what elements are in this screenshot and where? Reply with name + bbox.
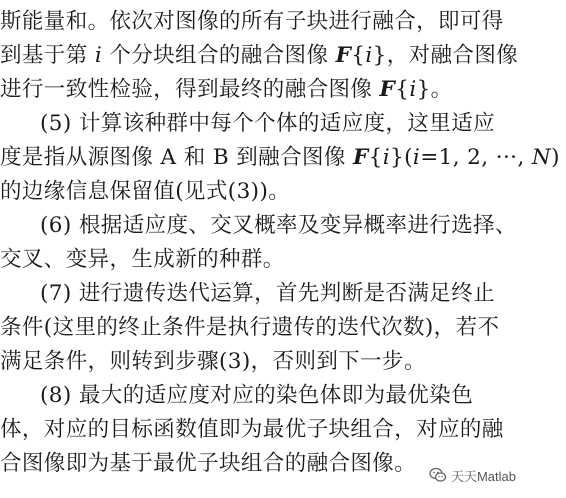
text-segment: (8) 最大的适应度对应的染色体即为最优染色 (40, 383, 474, 408)
text-line (0, 107, 566, 141)
text-segment: 满足条件，则转到步骤(3)，否则到下一步。 (0, 349, 426, 374)
watermark-text: 天天Matlab (450, 468, 516, 484)
text-line (0, 345, 526, 379)
text-segment: (5) 计算该种群中每个个体的适应度，这里适应 (40, 111, 495, 136)
watermark (429, 464, 516, 486)
text-line (0, 379, 566, 413)
text-segment: 进行一致性检验，得到最终的融合图像 (0, 77, 380, 102)
text-segment: i (94, 43, 103, 68)
text-segment: =1, 2, ···, (420, 145, 532, 170)
text-segment: }。 (416, 77, 453, 102)
text-segment: 度是指从源图像 A 和 B 到融合图像 (0, 145, 353, 170)
text-segment: (7) 进行遗传迭代运算，首先判断是否满足终止 (40, 281, 495, 306)
text-segment: i (365, 43, 373, 68)
text-segment: i (412, 145, 421, 170)
text-line (0, 243, 526, 277)
text-segment: 合图像即为基于最优子块组合的融合图像。 (0, 451, 417, 476)
text-line (0, 5, 526, 39)
text-segment: F (379, 77, 396, 102)
text-segment: 的边缘信息保留值(见式(3))。 (0, 179, 291, 204)
text-line (0, 209, 566, 243)
text-segment: { (351, 43, 366, 68)
text-segment: { (368, 145, 383, 170)
text-line (0, 277, 566, 311)
text-line (0, 413, 526, 447)
text-segment: 个分块组合的融合图像 (102, 43, 336, 68)
text-line (0, 39, 526, 73)
text-segment: 斯能量和。依次对图像的所有子块进行融合，即可得 (0, 9, 504, 34)
text-segment: 体，对应的目标函数值即为最优子块组合，对应的融 (0, 417, 504, 442)
text-segment: ) (551, 145, 560, 170)
text-segment: i (409, 77, 417, 102)
text-line (0, 175, 526, 209)
text-segment: 交叉、变异，生成新的种群。 (0, 247, 285, 272)
text-segment: N (531, 145, 552, 170)
text-line (0, 311, 526, 345)
text-segment: { (395, 77, 410, 102)
wechat-icon (429, 466, 447, 484)
text-segment: 条件(这里的终止条件是执行遗传的迭代次数)，若不 (0, 315, 500, 340)
text-line (0, 73, 526, 107)
text-segment: F (353, 145, 369, 170)
text-segment: 到基于第 (0, 43, 95, 68)
text-segment: }( (390, 145, 413, 170)
text-segment: F (335, 43, 352, 68)
text-segment: }，对融合图像 (372, 43, 519, 68)
text-line (0, 141, 560, 175)
text-segment: (6) 根据适应度、交叉概率及变异概率进行选择、 (40, 213, 517, 238)
text-segment: i (382, 145, 391, 170)
